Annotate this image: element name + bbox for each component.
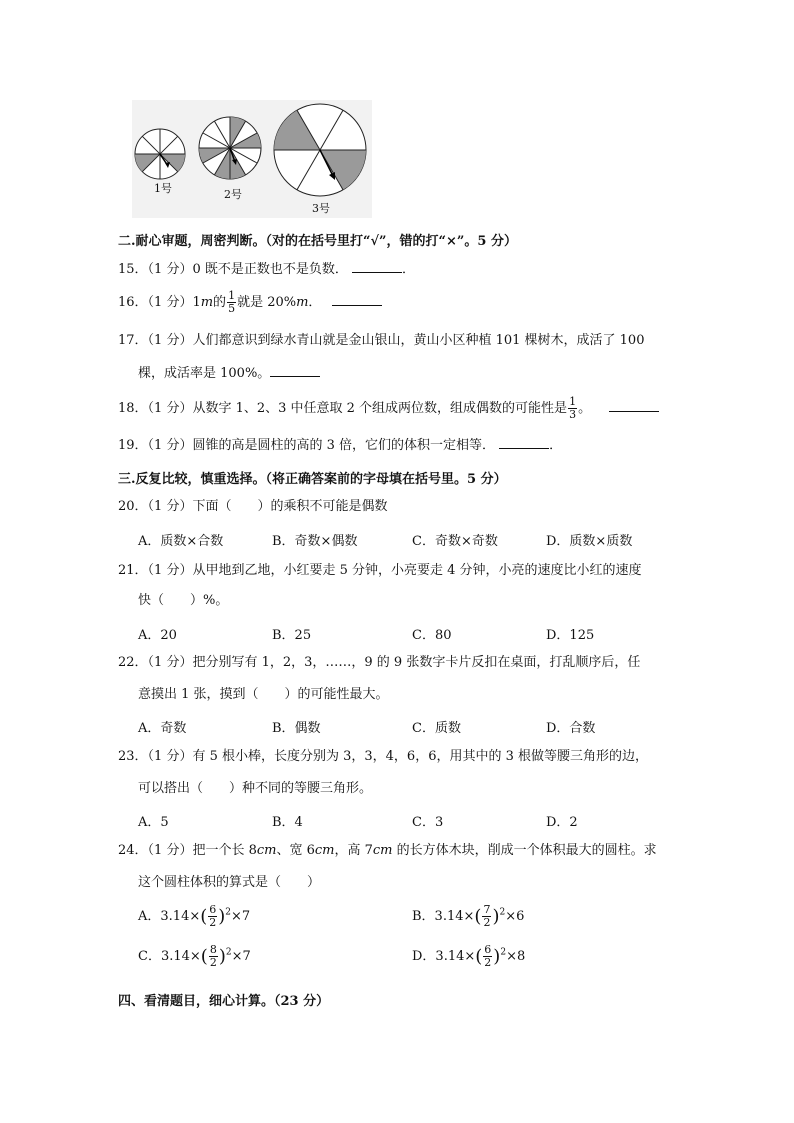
question-16-end: ．	[308, 295, 322, 310]
q24-option-b-label: B．3.14×	[412, 909, 475, 924]
q24-option-d[interactable]	[412, 944, 525, 969]
fraction	[208, 904, 217, 929]
q21-option-b[interactable]: B．25	[272, 628, 312, 643]
q20-option-c[interactable]: C．奇数×奇数	[412, 534, 498, 549]
answer-blank-16[interactable]	[332, 293, 382, 306]
question-16-mid: 的	[213, 295, 227, 310]
close-paren: )	[492, 906, 500, 927]
question-22-line1: 22．（1 分）把分别写有 1，2，3，……，9 的 9 张数字卡片反扣在桌面，打乱顺序后，任	[118, 655, 641, 670]
q24-option-c[interactable]	[138, 944, 251, 969]
question-19-end: ．	[549, 438, 563, 453]
q24-option-c-label: C．3.14×	[138, 949, 201, 964]
question-20: 20．（1 分）下面（ ）的乘积不可能是偶数	[118, 499, 388, 514]
spinner-2-label: 2号	[224, 188, 242, 201]
fraction-numerator: 7	[483, 903, 491, 916]
question-24-line2: 这个圆柱体积的算式是（ ）	[138, 875, 321, 890]
q22-option-c[interactable]: C．质数	[412, 721, 461, 736]
q24-text-c: ，高 7	[334, 843, 373, 858]
open-paren: (	[200, 906, 208, 927]
q21-option-c[interactable]: C．80	[412, 628, 452, 643]
question-17-line1: 17．（1 分）人们都意识到绿水青山就是金山银山，黄山小区种植 101 棵树木，成活了 100	[118, 333, 645, 348]
q24-option-c-tail: ×7	[231, 949, 251, 964]
question-18	[118, 396, 659, 421]
answer-blank-17[interactable]	[270, 364, 320, 377]
question-24-line1	[118, 842, 657, 860]
answer-blank-19[interactable]	[499, 436, 549, 449]
spinner-1-label: 1号	[154, 182, 172, 195]
question-18-end: 。	[578, 401, 592, 416]
question-19	[118, 436, 562, 455]
exponent: 2	[225, 947, 232, 958]
question-23-line1: 23．（1 分）有 5 根小棒，长度分别为 3，3，4，6，6，用其中的 3 根做等腰三角形的边，	[118, 749, 649, 764]
section-3-heading: 三.反复比较，慎重选择。（将正确答案前的字母填在括号里。5 分）	[118, 472, 507, 487]
close-paren: )	[493, 946, 501, 967]
q21-option-d[interactable]: D．125	[546, 628, 595, 643]
fraction	[483, 944, 492, 969]
open-paren: (	[474, 906, 482, 927]
fraction-one-fifth	[227, 290, 236, 315]
question-23-line2: 可以搭出（ ）种不同的等腰三角形。	[138, 781, 373, 796]
fraction-numerator: 1	[569, 395, 577, 408]
q24-option-a-label: A．3.14×	[138, 909, 201, 924]
q24-option-a[interactable]	[138, 904, 250, 929]
question-17-line2-text: 棵，成活率是 100%。	[138, 366, 271, 381]
q24-option-a-tail: ×7	[231, 909, 251, 924]
spinner-1	[135, 129, 185, 179]
exponent: 2	[500, 947, 507, 958]
fraction-denominator: 2	[209, 916, 217, 929]
question-16-post: 就是 20%	[237, 295, 297, 310]
q24-option-d-tail: ×8	[506, 949, 526, 964]
question-15-text: 15．（1 分）0 既不是正数也不是负数．	[118, 262, 348, 277]
unit-m: m	[200, 295, 214, 310]
fraction	[209, 944, 218, 969]
q24-text-d: 的长方体木块，削成一个体积最大的圆柱。求	[392, 843, 657, 858]
open-paren: (	[200, 946, 208, 967]
fraction-denominator: 5	[228, 302, 236, 315]
answer-blank-15[interactable]	[352, 260, 402, 273]
q21-option-a[interactable]: A．20	[138, 628, 177, 643]
unit-m-2: m	[296, 295, 309, 310]
question-21-line2: 快（ ）%。	[138, 593, 229, 608]
exponent: 2	[499, 907, 506, 918]
q23-option-d[interactable]: D．2	[546, 815, 578, 830]
question-19-text: 19．（1 分）圆锥的高是圆柱的高的 3 倍，它们的体积一定相等．	[118, 438, 495, 453]
question-15	[118, 260, 415, 279]
q24-text-b: 、宽 6	[276, 843, 315, 858]
fraction-denominator: 2	[484, 956, 492, 969]
unit-cm-1: cm	[256, 843, 277, 858]
q20-option-a[interactable]: A．质数×合数	[138, 534, 224, 549]
unit-cm-3: cm	[372, 843, 393, 858]
q20-option-b[interactable]: B．奇数×偶数	[272, 534, 358, 549]
q22-option-b[interactable]: B．偶数	[272, 721, 321, 736]
question-16-pre: 16．（1 分）1	[118, 295, 201, 310]
question-21-line1: 21．（1 分）从甲地到乙地，小红要走 5 分钟，小亮要走 4 分钟，小亮的速度比小红的速度	[118, 563, 642, 578]
fraction-denominator: 2	[209, 956, 217, 969]
exponent: 2	[225, 907, 232, 918]
spinner-figure	[132, 100, 372, 218]
question-17-line2	[138, 364, 320, 383]
spinner-diagram	[132, 100, 372, 218]
q24-option-b[interactable]	[412, 904, 524, 929]
q23-option-b[interactable]: B．4	[272, 815, 303, 830]
open-paren: (	[475, 946, 483, 967]
section-4-heading: 四、看清题目，细心计算。（23 分）	[118, 994, 330, 1009]
spinner-3-label: 3号	[312, 202, 330, 215]
fraction-numerator: 1	[228, 289, 236, 302]
spinner-2	[199, 117, 261, 179]
fraction-one-third	[568, 396, 577, 421]
answer-blank-18[interactable]	[609, 399, 659, 412]
close-paren: )	[218, 946, 226, 967]
fraction-denominator: 3	[569, 408, 577, 421]
section-2-heading: 二.耐心审题，周密判断。（对的在括号里打“√”，错的打“×”。5 分）	[118, 234, 517, 249]
question-22-line2: 意摸出 1 张，摸到（ ）的可能性最大。	[138, 687, 389, 702]
question-18-text: 18．（1 分）从数字 1、2、3 中任意取 2 个组成两位数，组成偶数的可能性是	[118, 401, 568, 416]
spinner-3	[274, 104, 366, 196]
question-16	[118, 290, 382, 315]
q24-option-d-label: D．3.14×	[412, 949, 476, 964]
q23-option-a[interactable]: A．5	[138, 815, 169, 830]
fraction	[482, 904, 491, 929]
q23-option-c[interactable]: C．3	[412, 815, 444, 830]
close-paren: )	[218, 906, 226, 927]
fraction-numerator: 6	[484, 943, 492, 956]
q24-option-b-tail: ×6	[505, 909, 525, 924]
fraction-denominator: 2	[483, 916, 491, 929]
question-15-end: ．	[402, 262, 416, 277]
fraction-numerator: 6	[209, 903, 217, 916]
q22-option-d[interactable]: D．合数	[546, 721, 596, 736]
q24-text-a: 24．（1 分）把一个长 8	[118, 843, 257, 858]
q20-option-d[interactable]: D．质数×质数	[546, 534, 633, 549]
unit-cm-2: cm	[314, 843, 335, 858]
q22-option-a[interactable]: A．奇数	[138, 721, 187, 736]
fraction-numerator: 8	[209, 943, 217, 956]
